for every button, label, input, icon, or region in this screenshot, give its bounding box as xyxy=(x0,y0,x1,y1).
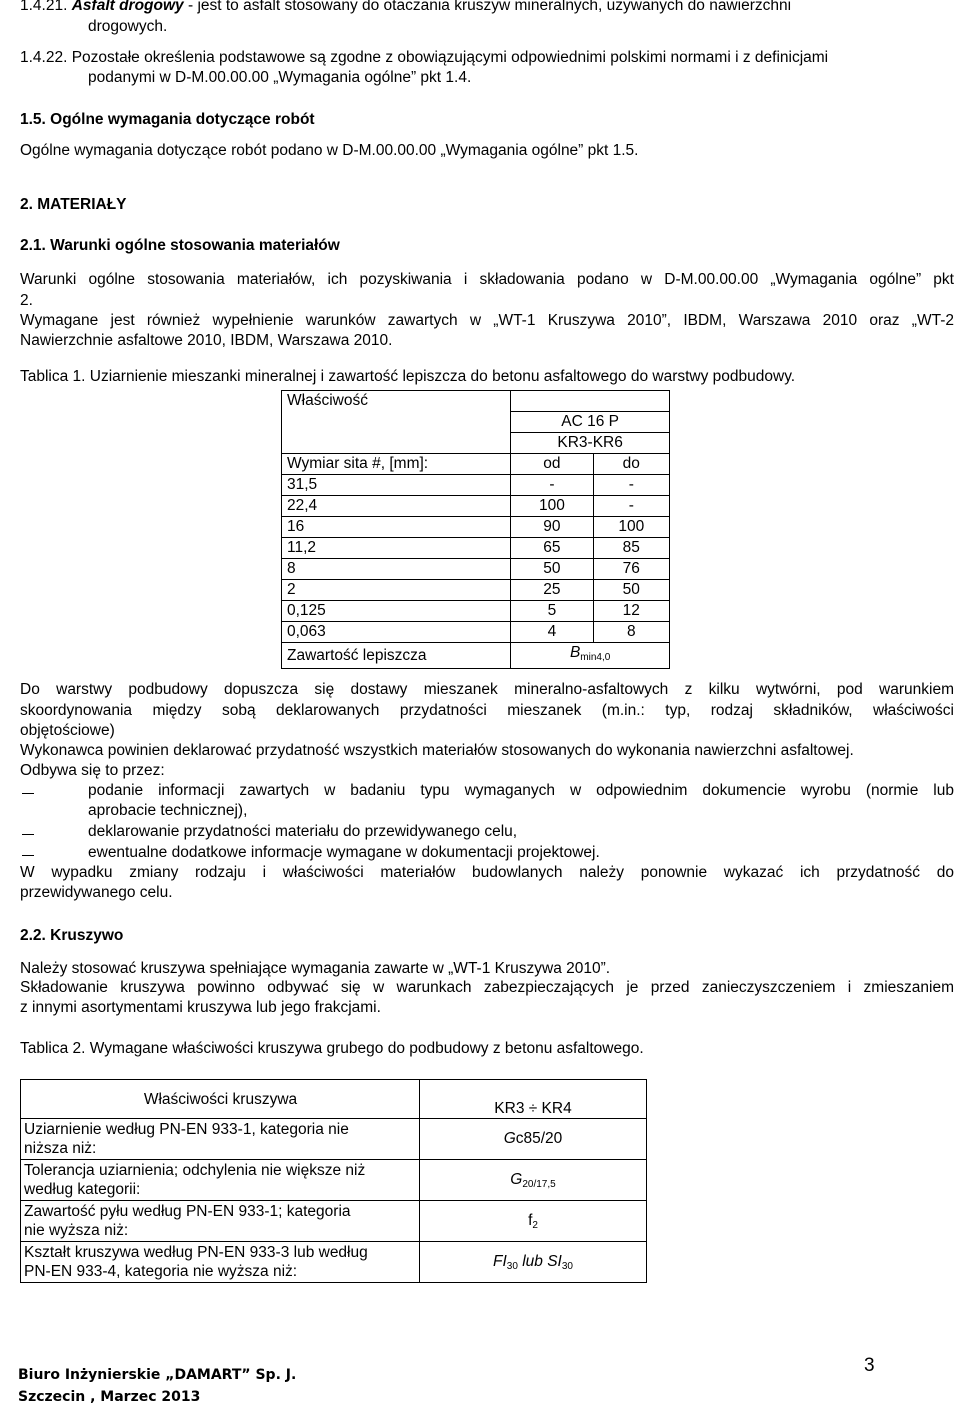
binder-subscript: min4,0 xyxy=(580,652,611,663)
table1-col-from: od xyxy=(511,454,593,475)
heading-1-5: 1.5. Ogólne wymagania dotyczące robót xyxy=(20,111,315,128)
sieve-size: 0,063 xyxy=(282,622,511,643)
property-line: niższa niż: xyxy=(24,1140,97,1157)
section-1-4-22-line2: podanymi w D-M.00.00.00 „Wymagania ogólne” pkt 1.4. xyxy=(88,69,472,86)
sieve-size: 0,125 xyxy=(282,601,511,622)
dash-bullet-icon xyxy=(22,834,34,835)
passing-to: - xyxy=(593,475,669,496)
table2-property xyxy=(21,1160,420,1201)
section-2-2-line2: Składowanie kruszywa powinno odbywać się w warunkach zabezpieczających je przed zanieczyszczeniem i zmieszaniem xyxy=(20,979,954,996)
value-symbol: f xyxy=(528,1211,533,1229)
table-row xyxy=(282,517,670,538)
heading-2-1: 2.1. Warunki ogólne stosowania materiałów xyxy=(20,237,340,254)
table-row xyxy=(282,601,670,622)
dash-bullet-icon xyxy=(22,793,34,794)
table1-caption: Tablica 1. Uziarnienie mieszanki mineralnej i zawartość lepiszcza do betonu asfaltowego do warstwy podbudowy. xyxy=(20,368,796,385)
passing-from: 90 xyxy=(511,517,593,538)
table-row xyxy=(21,1242,647,1283)
para-a-line7: przewidywanego celu. xyxy=(20,884,173,901)
section-1-4-21-line2: drogowych. xyxy=(88,18,168,35)
bullet1-line1: podanie informacji zawartych w badaniu typu wymaganych w odpowiednim dokumencie wyrobu (normie lub xyxy=(88,782,954,799)
table-row xyxy=(282,559,670,580)
dash-bullet-icon xyxy=(22,855,34,856)
heading-2-materials: 2. MATERIAŁY xyxy=(20,196,127,213)
table2-value xyxy=(420,1160,647,1201)
passing-from: 65 xyxy=(511,538,593,559)
passing-from: - xyxy=(511,475,593,496)
page-number: 3 xyxy=(864,1355,875,1376)
table2-property xyxy=(21,1201,420,1242)
passing-to: 8 xyxy=(593,622,669,643)
definition-text: - jest to asfalt stosowany do otaczania kruszyw mineralnych, używanych do nawierzchni xyxy=(187,0,792,14)
value-symbol: G xyxy=(503,1130,516,1147)
section-2-2-line1: Należy stosować kruszywa spełniające wymagania zawarte w „WT-1 Kruszywa 2010”. xyxy=(20,960,611,977)
table2-property xyxy=(21,1119,420,1160)
table-row xyxy=(282,580,670,601)
table2-caption: Tablica 2. Wymagane właściwości kruszywa grubego do podbudowy z betonu asfaltowego. xyxy=(20,1040,644,1057)
para-a-line5: Odbywa się to przez: xyxy=(20,762,165,779)
value-symbol: G xyxy=(510,1170,523,1188)
table-row xyxy=(282,643,670,669)
bullet2: deklarowanie przydatności materiału do przewidywanego celu, xyxy=(88,823,518,840)
section-2-1-p2-line1: Wymagane jest również wypełnienie warunków zawartych w „WT-1 Kruszywa 2010”, IBDM, Warszawa 2010 oraz „WT-2 xyxy=(20,312,954,329)
table1-header-property: Właściwość xyxy=(282,391,511,454)
passing-to: 12 xyxy=(593,601,669,622)
section-2-1-p1-line1: Warunki ogólne stosowania materiałów, ich pozyskiwania i składowania podano w D-M.00.00.00 „Wymagania ogólne” pkt xyxy=(20,271,954,288)
table-row xyxy=(21,1119,647,1160)
passing-to: 76 xyxy=(593,559,669,580)
passing-to: - xyxy=(593,496,669,517)
binder-symbol: B xyxy=(569,644,581,661)
table2-property xyxy=(21,1242,420,1283)
bullet1-line2: aprobacie technicznej), xyxy=(88,802,248,819)
table1-header-blank xyxy=(511,391,670,412)
section-1-5-text: Ogólne wymagania dotyczące robót podano w D-M.00.00.00 „Wymagania ogólne” pkt 1.5. xyxy=(20,142,639,159)
passing-from: 4 xyxy=(511,622,593,643)
sieve-size: 22,4 xyxy=(282,496,511,517)
table1-binder-label: Zawartość lepiszcza xyxy=(282,643,511,669)
table1-header-mix: AC 16 P xyxy=(511,412,670,433)
table-row xyxy=(282,454,670,475)
property-line: Kształt kruszywa według PN-EN 933-3 lub według xyxy=(24,1244,368,1261)
sieve-size: 8 xyxy=(282,559,511,580)
passing-to: 85 xyxy=(593,538,669,559)
table-row xyxy=(21,1160,647,1201)
section-number: 1.4.21. xyxy=(20,0,68,14)
table1-col-to: do xyxy=(593,454,669,475)
heading-2-2: 2.2. Kruszywo xyxy=(20,927,124,944)
table-row xyxy=(21,1201,647,1242)
value-rest: c85/20 xyxy=(515,1130,563,1147)
defined-term: Asfalt drogowy xyxy=(71,0,184,14)
table2-aggregate xyxy=(20,1079,647,1283)
value-subscript: 2 xyxy=(532,1219,538,1231)
para-a-line2: skoordynowania między sobą deklarowanych przydatności mieszanek (m.in.: typ, rodzaj składników, właściwości xyxy=(20,702,954,719)
passing-to: 50 xyxy=(593,580,669,601)
table1-header-class: KR3-KR6 xyxy=(511,433,670,454)
table-row xyxy=(21,1080,647,1119)
passing-from: 100 xyxy=(511,496,593,517)
sieve-size: 31,5 xyxy=(282,475,511,496)
property-line: według kategorii: xyxy=(24,1181,141,1198)
table-row xyxy=(282,622,670,643)
table2-header-property: Właściwości kruszywa xyxy=(21,1080,420,1119)
value-subscript: 30 xyxy=(506,1260,518,1272)
sieve-size: 2 xyxy=(282,580,511,601)
table2-value xyxy=(420,1201,647,1242)
footer-place-date: Szczecin , Marzec 2013 xyxy=(18,1389,201,1405)
para-a-line6: W wypadku zmiany rodzaju i właściwości materiałów budowlanych należy ponownie wykazać ich przydatność do xyxy=(20,864,954,881)
para-a-line4: Wykonawca powinien deklarować przydatność wszystkich materiałów stosowanych do wykonania nawierzchni asfaltowej. xyxy=(20,742,854,759)
section-1-4-21-line1 xyxy=(20,0,791,15)
property-line: Uziarnienie według PN-EN 933-1, kategoria nie xyxy=(24,1121,349,1138)
table-row xyxy=(282,391,670,412)
value-subscript: 30 xyxy=(561,1260,573,1272)
table-row xyxy=(282,496,670,517)
value-subscript: 20/17,5 xyxy=(522,1178,556,1190)
property-line: nie wyższa niż: xyxy=(24,1222,129,1239)
table-row xyxy=(282,475,670,496)
sieve-size: 16 xyxy=(282,517,511,538)
table2-value xyxy=(420,1119,647,1160)
property-line: PN-EN 933-4, kategoria nie wyższa niż: xyxy=(24,1263,298,1280)
passing-from: 5 xyxy=(511,601,593,622)
table2-value xyxy=(420,1242,647,1283)
bullet3: ewentualne dodatkowe informacje wymagane w dokumentacji projektowej. xyxy=(88,844,600,861)
para-a-line1: Do warstwy podbudowy dopuszcza się dostawy mieszanek mineralno-asfaltowych z kilku wytwórni, pod warunkiem xyxy=(20,681,954,698)
section-1-4-22-line1: 1.4.22. Pozostałe określenia podstawowe są zgodne z obowiązującymi odpowiednimi polskimi normami i z definicjami xyxy=(20,49,829,66)
passing-from: 50 xyxy=(511,559,593,580)
table1-sieve-label: Wymiar sita #, [mm]: xyxy=(282,454,511,475)
section-2-1-p2-line2: Nawierzchnie asfaltowe 2010, IBDM, Warszawa 2010. xyxy=(20,332,393,349)
para-a-line3: objętościowe) xyxy=(20,722,115,739)
value-rest: lub SI xyxy=(517,1252,562,1270)
table1-binder-value xyxy=(511,643,670,669)
footer-company: Biuro Inżynierskie „DAMART” Sp. J. xyxy=(18,1367,297,1383)
property-line: Tolerancja uziarnienia; odchylenia nie większe niż xyxy=(24,1162,366,1179)
table-row xyxy=(282,538,670,559)
sieve-size: 11,2 xyxy=(282,538,511,559)
passing-to: 100 xyxy=(593,517,669,538)
table1-gradation xyxy=(281,390,670,669)
value-symbol: FI xyxy=(493,1252,507,1270)
section-2-1-p1-line2: 2. xyxy=(20,292,33,309)
table2-header-class: KR3 ÷ KR4 xyxy=(420,1080,647,1119)
section-2-2-line3: z innymi asortymentami kruszywa lub jego frakcjami. xyxy=(20,999,381,1016)
property-line: Zawartość pyłu według PN-EN 933-1; kategoria xyxy=(24,1203,351,1220)
passing-from: 25 xyxy=(511,580,593,601)
